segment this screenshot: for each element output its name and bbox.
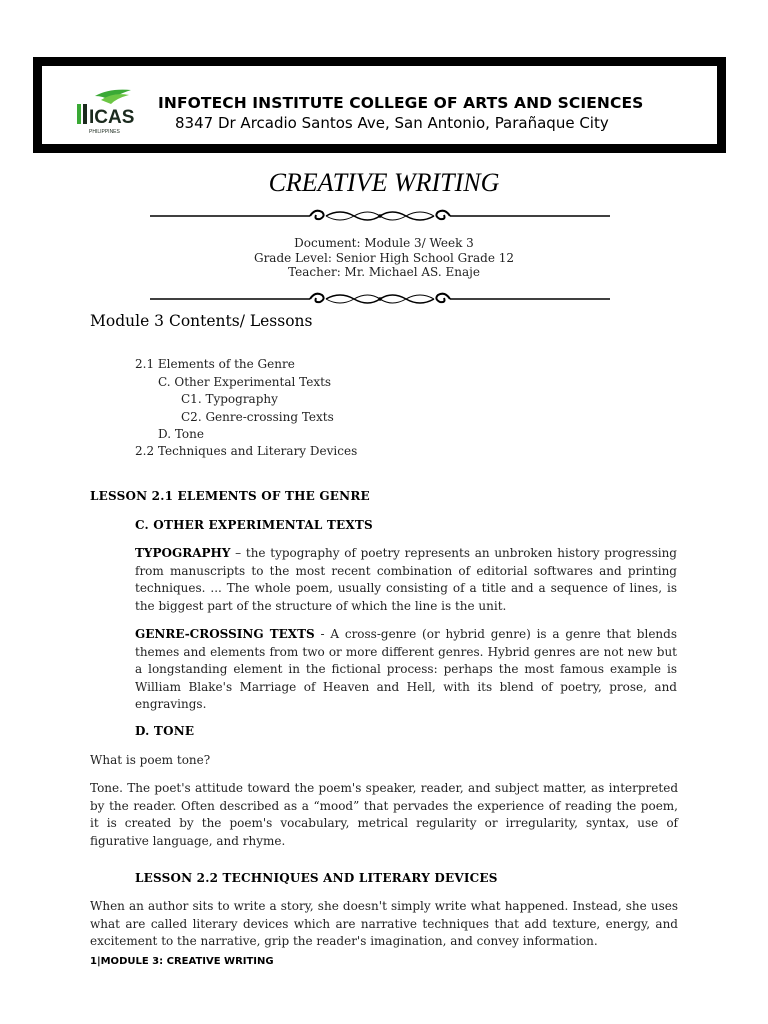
contents-title: Module 3 Contents/ Lessons [90, 312, 313, 330]
literary-devices-paragraph: When an author sits to write a story, she doesn't simply write what happened. Instead, she uses what are called literary devices which are narrative techniques that add texture, energy, and excitement to the narrative, grip the reader's imagination, and convey information. [90, 899, 678, 948]
lesson-heading: LESSON 2.2 TECHNIQUES AND LITERARY DEVICES [135, 871, 498, 885]
term: TYPOGRAPHY [135, 546, 231, 560]
institution-address: 8347 Dr Arcadio Santos Ave, San Antonio, Parañaque City [175, 114, 609, 132]
section-heading: C. OTHER EXPERIMENTAL TEXTS [135, 518, 373, 532]
document-title: CREATIVE WRITING [268, 168, 500, 197]
toc-item: 2.2 Techniques and Literary Devices [135, 444, 358, 458]
institution-name: INFOTECH INSTITUTE COLLEGE OF ARTS AND SCIENCES [158, 94, 644, 112]
toc-item: C1. Typography [181, 392, 278, 406]
genre-crossing-paragraph: GENRE-CROSSING TEXTS - A cross-genre (or hybrid genre) is a genre that blends themes and elements from two or more different genres. Hybrid genres are not new but a longstanding element in the fictional process: perhaps the most famous example is William Blake's Marriage of Heaven and Hell, with its blend of poetry, prose, and engravings. [135, 627, 677, 711]
grade-level: Grade Level: Senior High School Grade 12 [253, 251, 515, 265]
ornamental-divider-bottom [150, 289, 610, 309]
toc-item: D. Tone [158, 427, 204, 441]
ornamental-divider-top [150, 206, 610, 226]
page-footer: 1|MODULE 3: CREATIVE WRITING [90, 956, 274, 967]
document-info: Document: Module 3/ Week 3 [294, 236, 474, 250]
section-heading: D. TONE [135, 724, 195, 738]
typography-paragraph: TYPOGRAPHY – the typography of poetry represents an unbroken history progressing from manuscripts to the most recent combination of editorial softwares and printing techniques. ... The whole poem, usually consisting of a title and a sequence of lines, is the biggest part of the structure of which the line is the unit. [135, 546, 677, 613]
teacher-name: Teacher: Mr. Michael AS. Enaje [288, 265, 480, 279]
toc-item: C. Other Experimental Texts [158, 375, 332, 389]
institution-header [33, 57, 726, 153]
school-logo [75, 86, 139, 138]
svg-text:ICAS: ICAS [89, 107, 135, 128]
toc-item: C2. Genre-crossing Texts [181, 410, 334, 424]
lesson-heading: LESSON 2.1 ELEMENTS OF THE GENRE [90, 489, 370, 503]
toc-item: 2.1 Elements of the Genre [135, 357, 295, 371]
tone-question: What is poem tone? [90, 753, 211, 767]
svg-text:PHILIPPINES: PHILIPPINES [89, 129, 120, 135]
term: GENRE-CROSSING TEXTS [135, 627, 315, 641]
tone-paragraph: Tone. The poet's attitude toward the poem's speaker, reader, and subject matter, as interpreted by the reader. Often described as a “mood” that pervades the experience of reading the poem, it is created by the poem's vocabulary, metrical regularity or irregularity, syntax, use of figurative language, and rhyme. [90, 781, 678, 848]
